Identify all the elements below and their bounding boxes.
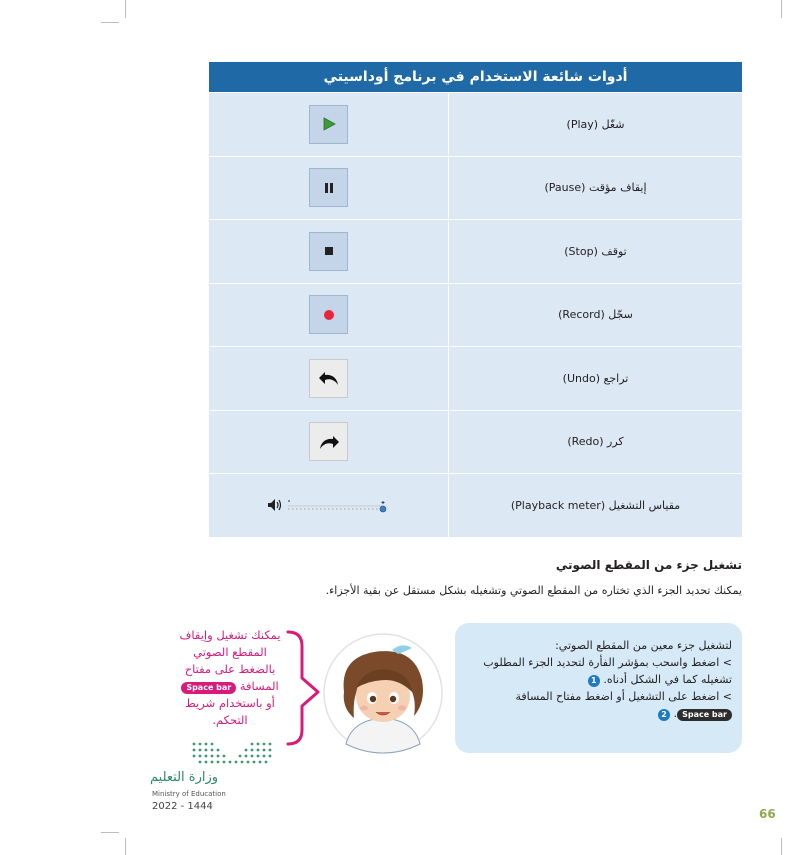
tools-table — [209, 62, 742, 537]
info-step — [465, 654, 732, 688]
speech-line: التحكم. — [212, 713, 248, 727]
speech-line: المسافة — [239, 679, 279, 693]
ministry-logo-icon — [190, 740, 274, 766]
speech-line: المقطع الصوتي — [193, 645, 267, 659]
tool-icon-cell — [209, 474, 448, 537]
info-step-text: > اضغط واسحب بمؤشر الفأرة لتحديد الجزء المطلوب تشغيله كما في الشكل أدناه. — [483, 656, 732, 686]
ministry-name-arabic: وزارة التعليم — [150, 770, 219, 785]
speech-bubble — [168, 627, 292, 729]
stop-icon — [323, 245, 335, 257]
tool-icon-cell — [209, 347, 448, 410]
info-step: > اضغط على التشغيل أو اضغط مفتاح المسافة Space bar. 2 — [515, 690, 732, 720]
page-number: 66 — [759, 807, 776, 821]
crop-mark — [125, 838, 126, 855]
redo-button[interactable] — [309, 422, 348, 461]
crop-mark — [101, 22, 119, 23]
undo-icon — [317, 369, 341, 387]
table-row — [209, 92, 742, 156]
record-button[interactable] — [309, 295, 348, 334]
tool-label: توقف (Stop) — [448, 220, 742, 283]
table-row — [209, 156, 742, 220]
step-number-badge: 1 — [588, 675, 600, 687]
playback-meter[interactable] — [266, 497, 392, 513]
info-intro: لتشغيل جزء معين من المقطع الصوتي: — [555, 639, 732, 652]
section-body: يمكنك تحديد الجزء الذي تختاره من المقطع الصوتي وتشغيله بشكل مستقل عن بقية الأجزاء. — [325, 584, 742, 597]
section-title: تشغيل جزء من المقطع الصوتي — [555, 558, 742, 572]
crop-mark — [781, 838, 782, 855]
tool-label: سجّل (Record) — [448, 284, 742, 347]
play-icon — [322, 117, 336, 131]
playback-meter-icon — [266, 497, 392, 513]
tool-label: إيقاف مؤقت (Pause) — [448, 157, 742, 220]
speech-line: بالضغط على مفتاح — [184, 662, 276, 676]
info-step-text: > اضغط على التشغيل أو اضغط مفتاح المسافة — [515, 690, 732, 703]
step-number-badge: 2 — [658, 709, 670, 721]
pause-icon — [322, 181, 336, 195]
table-row — [209, 473, 742, 537]
tool-icon-cell — [209, 220, 448, 283]
redo-icon — [317, 433, 341, 451]
tool-label: مقياس التشغيل (Playback meter) — [448, 474, 742, 537]
speech-line: أو باستخدام شريط — [185, 696, 275, 710]
undo-button[interactable] — [309, 359, 348, 398]
crop-mark — [125, 0, 126, 18]
record-icon — [323, 309, 335, 321]
girl-character-illustration — [322, 632, 444, 754]
tool-label: كرر (Redo) — [448, 411, 742, 474]
stop-button[interactable] — [309, 232, 348, 271]
table-row — [209, 283, 742, 347]
speech-line — [168, 678, 292, 695]
tool-icon-cell — [209, 93, 448, 156]
table-row — [209, 346, 742, 410]
tool-icon-cell — [209, 157, 448, 220]
info-box — [455, 623, 742, 753]
pause-button[interactable] — [309, 168, 348, 207]
speech-line: يمكنك تشغيل وإيقاف — [179, 628, 281, 642]
play-button[interactable] — [309, 105, 348, 144]
ministry-name-english: Ministry of Education — [152, 790, 226, 798]
tool-icon-cell — [209, 411, 448, 474]
table-row — [209, 219, 742, 283]
crop-mark — [781, 0, 782, 18]
tool-label: تراجع (Undo) — [448, 347, 742, 410]
table-row — [209, 410, 742, 474]
academic-year: 2022 - 1444 — [152, 801, 213, 812]
space-bar-key: Space bar — [677, 709, 732, 721]
space-bar-key: Space bar — [181, 682, 236, 694]
tool-label: شغّل (Play) — [448, 93, 742, 156]
table-header: أدوات شائعة الاستخدام في برنامج أوداسيتي — [209, 62, 742, 92]
crop-mark — [101, 832, 119, 833]
tool-icon-cell — [209, 284, 448, 347]
